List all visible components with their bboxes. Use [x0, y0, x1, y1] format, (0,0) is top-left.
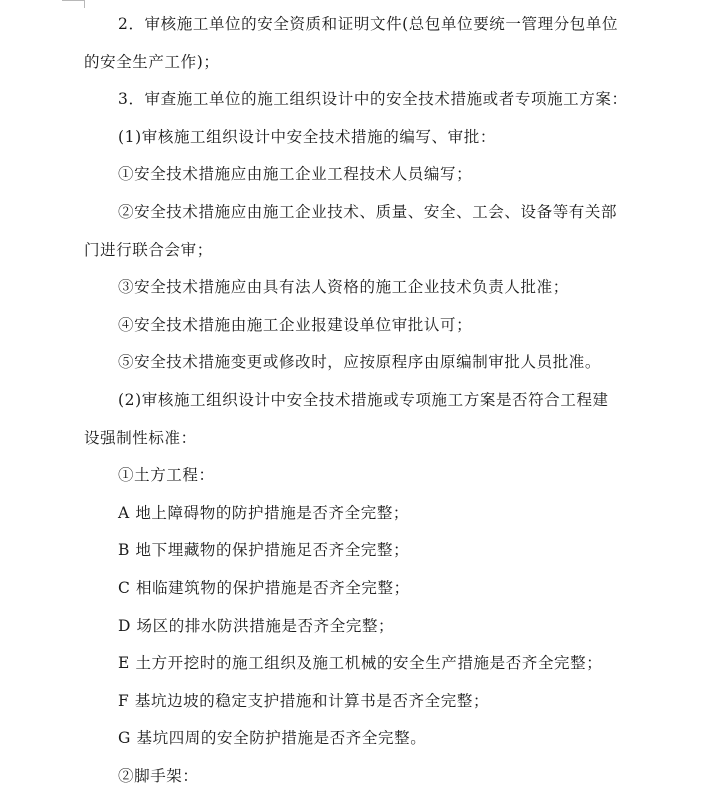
line-text: B 地下埋藏物的保护措施足否齐全完整； — [118, 541, 410, 560]
line-text: C 相临建筑物的保护措施是否齐全完整； — [118, 578, 410, 597]
body-line — [84, 194, 644, 232]
line-text: (1)审核施工组织设计中安全技术措施的编写、审批： — [118, 127, 496, 146]
body-line — [84, 44, 644, 82]
body-line — [84, 232, 644, 270]
line-text: ②安全技术措施应由施工企业技术、质量、安全、工会、设备等有关部 — [118, 202, 618, 221]
line-text: (2)审核施工组织设计中安全技术措施或专项施工方案是否符合工程建 — [118, 390, 609, 409]
body-line — [84, 344, 644, 382]
line-text: D 场区的排水防洪措施是否齐全完整； — [118, 616, 395, 635]
line-text: 门进行联合会审； — [84, 240, 213, 259]
body-line — [84, 532, 644, 570]
line-text: 2．审核施工单位的安全资质和证明文件(总包单位要统一管理分包单位 — [118, 15, 619, 33]
body-line — [84, 269, 644, 307]
body-line — [84, 6, 644, 44]
document-body — [84, 6, 644, 795]
line-text: F 基坑边坡的稳定支护措施和计算书是否齐全完整； — [118, 691, 490, 710]
line-text: 3．审查施工单位的施工组织设计中的安全技术措施或者专项施工方案： — [118, 90, 628, 109]
line-text: ①安全技术措施应由施工企业工程技术人员编写； — [118, 165, 473, 184]
body-line — [84, 382, 644, 420]
line-text: E 土方开挖时的施工组织及施工机械的安全生产措施是否齐全完整； — [118, 654, 603, 673]
line-text: ④安全技术措施由施工企业报建设单位审批认可； — [118, 315, 473, 334]
body-line — [84, 608, 644, 646]
body-line — [84, 570, 644, 608]
line-text: 的安全生产工作)； — [84, 52, 220, 71]
line-text: ⑤安全技术措施变更或修改时，应按原程序由原编制审批人员批准。 — [118, 353, 602, 372]
body-line — [84, 81, 644, 119]
body-line — [84, 645, 644, 683]
line-text: 设强制性标准： — [84, 428, 197, 447]
line-text: ①土方工程： — [118, 466, 215, 485]
body-line — [84, 683, 644, 721]
line-text: ③安全技术措施应由具有法人资格的施工企业技术负责人批准； — [118, 278, 569, 297]
body-line — [84, 758, 644, 795]
body-line — [84, 119, 644, 157]
body-line — [84, 457, 644, 495]
body-line — [84, 307, 644, 345]
line-text: ②脚手架： — [118, 766, 199, 785]
crop-mark-horizontal — [62, 0, 84, 1]
line-text: G 基坑四周的安全防护措施是否齐全完整。 — [118, 729, 427, 748]
body-line — [84, 420, 644, 458]
body-line — [84, 156, 644, 194]
line-text: A 地上障碍物的防护措施是否齐全完整； — [118, 503, 410, 522]
body-line — [84, 495, 644, 533]
body-line — [84, 720, 644, 758]
